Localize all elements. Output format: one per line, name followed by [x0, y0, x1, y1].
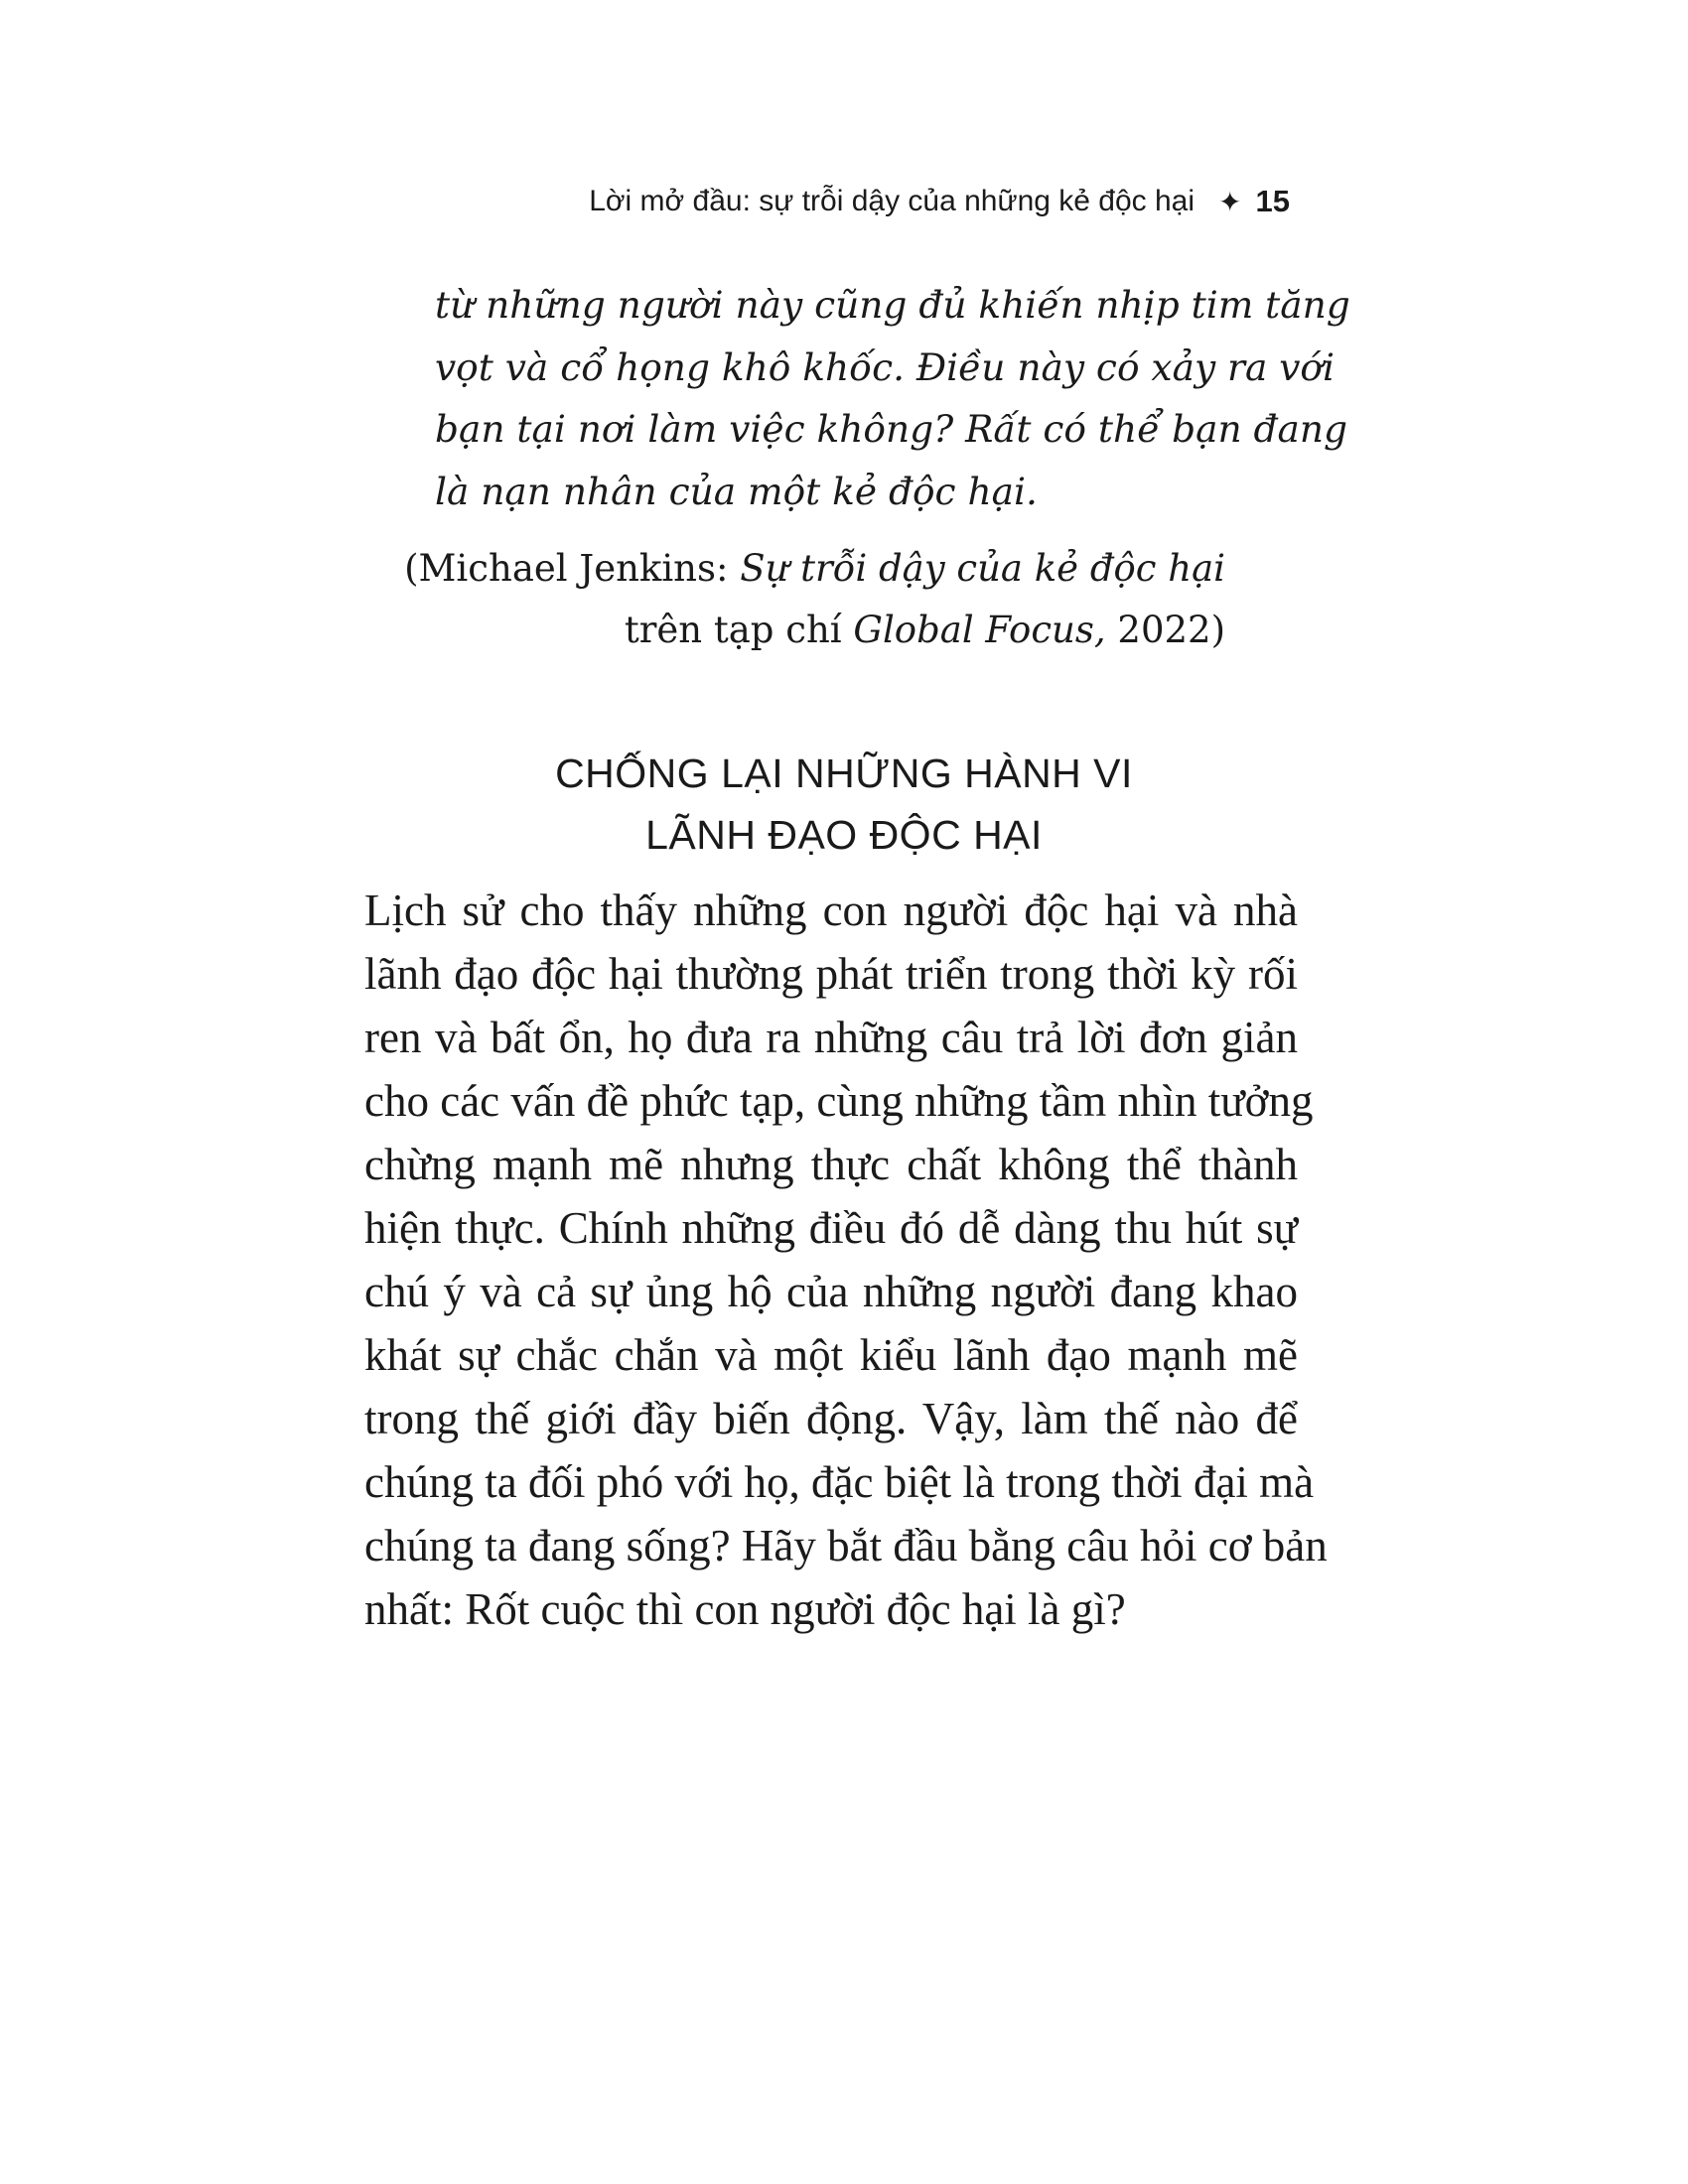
body-line: chú ý và cả sự ủng hộ của những người đang khao — [364, 1267, 1298, 1316]
page-number: 15 — [1255, 184, 1290, 218]
body-line: nhất: Rốt cuộc thì con người độc hại là gì? — [364, 1584, 1126, 1634]
body-line: lãnh đạo độc hại thường phát triển trong thời kỳ rối — [364, 949, 1298, 999]
attribution-line-1 — [404, 538, 1225, 600]
epigraph-line: vọt và cổ họng khô khốc. Điều này có xảy ra với — [435, 344, 1336, 389]
body-line: chúng ta đối phó với họ, đặc biệt là trong thời đại mà — [364, 1457, 1315, 1507]
attribution-line-2 — [404, 600, 1225, 661]
attribution-year: 2022) — [1105, 609, 1225, 651]
attribution-author: (Michael Jenkins: — [404, 547, 741, 590]
body-paragraph — [364, 879, 1328, 1641]
epigraph-quote — [435, 274, 1350, 522]
body-line: chúng ta đang sống? Hãy bắt đầu bằng câu hỏi cơ bản — [364, 1521, 1328, 1570]
body-line: trong thế giới đầy biến động. Vậy, làm thế nào để — [364, 1394, 1298, 1443]
attribution-article-title: Sự trỗi dậy của kẻ độc hại — [740, 547, 1225, 590]
running-header — [589, 182, 1290, 221]
section-heading-line: LÃNH ĐẠO ĐỘC HẠI — [645, 812, 1043, 858]
body-line: hiện thực. Chính những điều đó dễ dàng thu hút sự — [364, 1203, 1298, 1253]
section-heading-line: CHỐNG LẠI NHỮNG HÀNH VI — [555, 751, 1133, 796]
body-line: chừng mạnh mẽ nhưng thực chất không thể thành — [364, 1140, 1298, 1189]
epigraph-line: bạn tại nơi làm việc không? Rất có thể bạn đang — [435, 407, 1348, 451]
attribution-magazine: Global Focus, — [853, 609, 1106, 651]
body-line: cho các vấn đề phức tạp, cùng những tầm nhìn tưởng — [364, 1076, 1314, 1126]
attribution-source-prefix: trên tạp chí — [624, 609, 854, 651]
epigraph-line: từ những người này cũng đủ khiến nhịp tim tăng — [435, 283, 1350, 327]
body-line: khát sự chắc chắn và một kiểu lãnh đạo mạnh mẽ — [364, 1330, 1298, 1380]
chapter-title: Lời mở đầu: sự trỗi dậy của những kẻ độc hại — [589, 185, 1196, 217]
body-line: ren và bất ổn, họ đưa ra những câu trả lời đơn giản — [364, 1013, 1298, 1062]
four-point-star-icon: ✦ — [1218, 186, 1242, 217]
epigraph-line: là nạn nhân của một kẻ độc hại. — [435, 469, 1038, 513]
epigraph-attribution — [404, 538, 1225, 661]
section-heading — [0, 743, 1688, 866]
body-line: Lịch sử cho thấy những con người độc hại và nhà — [364, 886, 1298, 935]
